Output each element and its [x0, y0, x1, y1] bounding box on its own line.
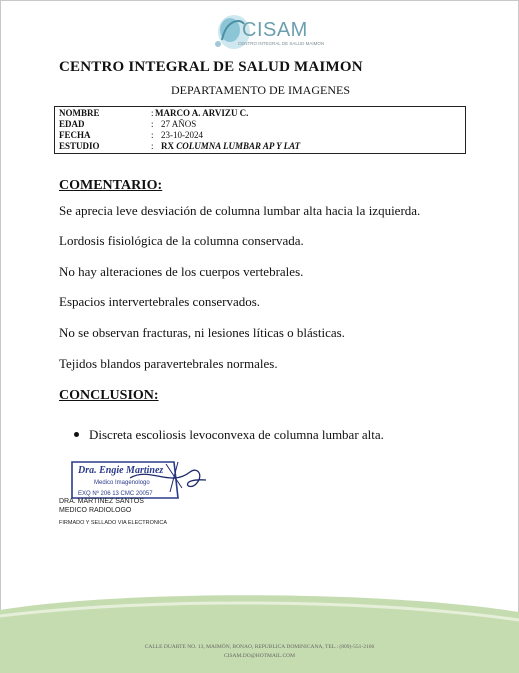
comment-line: Espacios intervertebrales conservados. — [59, 294, 261, 309]
conclusion-item: Discreta escoliosis levoconvexa de columna lumbar alta. — [89, 427, 384, 442]
study-name: COLUMNA LUMBAR AP Y LAT — [176, 141, 301, 151]
study-label: ESTUDIO — [59, 141, 100, 151]
date-colon: : — [151, 130, 154, 140]
stamp-exq: EXQ Nº 206 13 CMC 20057 — [78, 491, 153, 497]
footer-email: CISAM.DO@HOTMAIL.COM — [223, 653, 296, 659]
study-colon: : — [151, 141, 154, 151]
conclusion-heading: CONCLUSION: — [59, 388, 159, 403]
signer-block — [59, 497, 144, 515]
age-colon: : — [151, 119, 154, 129]
footer-wave — [0, 590, 519, 673]
signer-name: DRA. MARTINEZ SANTOS — [59, 498, 144, 505]
footer-address: CALLE DUARTE NO. 13, MAIMÓN, BONAO, REPUBLICA DOMINICANA, TEL.: (809)-551-2106 — [144, 644, 375, 650]
comment-line: Lordosis fisiológica de la columna conservada. — [59, 233, 304, 248]
department-name: DEPARTAMENTO DE IMAGENES — [171, 83, 350, 97]
comment-line: No hay alteraciones de los cuerpos vertebrales. — [59, 264, 304, 279]
age-label: EDAD — [59, 119, 85, 129]
stamp-name: Dra. Engie Martinez — [78, 465, 164, 476]
name-label: NOMBRE — [59, 108, 100, 118]
name-colon: : — [151, 108, 154, 118]
logo-wordmark: CISAM — [242, 19, 308, 41]
name-value: MARCO A. ARVIZU C. — [155, 108, 249, 118]
study-value — [161, 141, 300, 152]
stamp-title: Medico Imagenologo — [94, 480, 150, 486]
patient-info-box — [54, 106, 466, 154]
date-value: 23-10-2024 — [161, 130, 203, 140]
comment-line: Tejidos blandos paravertebrales normales. — [59, 356, 278, 371]
signature-note: FIRMADO Y SELLADO VIA ELECTRONICA — [59, 520, 167, 526]
comment-line: Se aprecia leve desviación de columna lumbar alta hacia la izquierda. — [59, 203, 421, 218]
study-prefix: RX — [161, 141, 174, 151]
logo-tagline: CENTRO INTEGRAL DE SALUD MAIMON — [238, 41, 325, 46]
comment-heading: COMENTARIO: — [59, 178, 163, 193]
document-title: CENTRO INTEGRAL DE SALUD MAIMON — [59, 59, 363, 75]
date-label: FECHA — [59, 130, 91, 140]
age-value: 27 AÑOS — [161, 119, 197, 129]
signer-role: MEDICO RADIOLOGO — [59, 507, 132, 514]
comment-line: No se observan fracturas, ni lesiones líticas o blásticas. — [59, 325, 345, 340]
signature-stamp — [70, 458, 210, 502]
bullet-icon — [74, 432, 79, 437]
